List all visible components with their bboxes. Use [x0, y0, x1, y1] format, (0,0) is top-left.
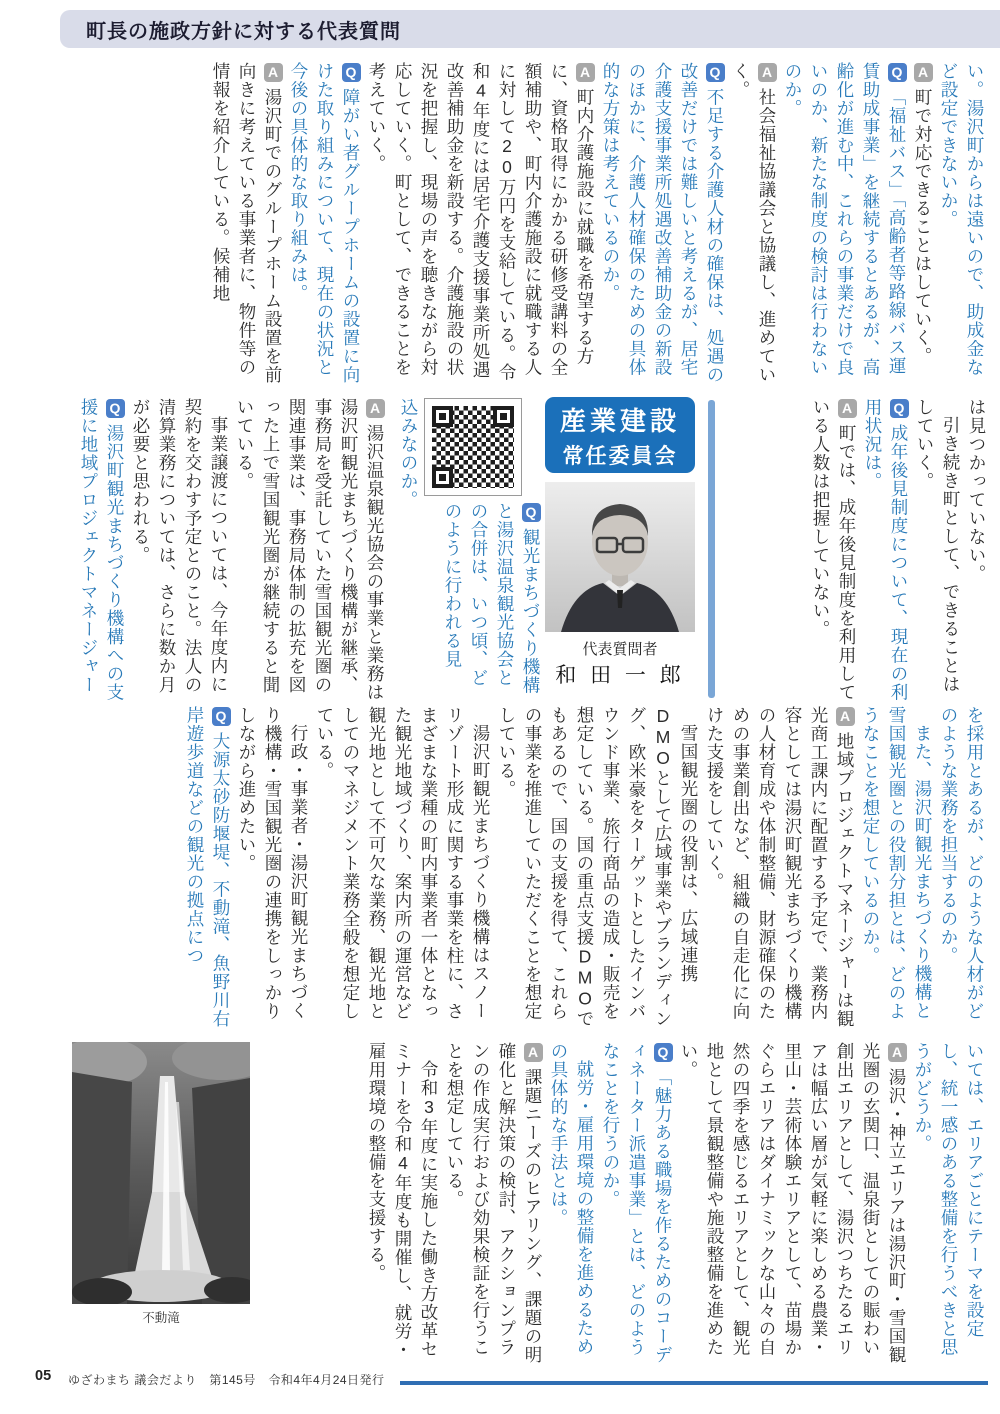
question-badge: Q — [342, 63, 361, 82]
answer-text: A町で対応できることはしていく。 — [913, 64, 933, 366]
article-band-2-question — [426, 502, 544, 705]
question-badge: Q — [106, 399, 125, 418]
answer-badge: A — [838, 399, 857, 418]
article-band-2-left — [62, 398, 388, 706]
answer-badge: A — [576, 63, 595, 82]
questioner-name: 和 田 一 郎 — [555, 664, 685, 687]
question-text: を採用とあるが、どのような人材がどのような業務を担当するのか。 — [939, 706, 985, 1021]
qr-pattern — [432, 406, 514, 488]
answer-text: A課題ニーズのヒアリング、課題の明確化と解決策の検討、アクションプランの作成実行および効果検証を行うことを想定している。 — [445, 1042, 543, 1364]
question-text: い。湯沢町からは遠いので、助成金など設定できないか。 — [939, 62, 985, 377]
answer-badge: A — [524, 1043, 543, 1062]
answer-text: 引き続き町として、できることはしていく。 — [915, 398, 961, 693]
question-text: また、湯沢町観光まちづくり機構と雪国観光圏との役割分担とは、どのようなことを想定しているのか。 — [861, 706, 933, 1021]
answer-text: A湯沢温泉観光協会の事業と業務は湯沢町観光まちづくり機構が継承、事務局を受託していた雪国観光圏の関連事業は、事務局体制の拡充を図った上で雪国観光圏が継続すると聞いている。 — [235, 398, 385, 702]
answer-badge: A — [366, 399, 385, 418]
footer-rule — [400, 1381, 988, 1385]
question-badge: Q — [706, 63, 725, 82]
article-band-1 — [62, 62, 988, 392]
answer-badge: A — [888, 1043, 907, 1062]
question-text: Q成年後見制度について、現在の利用状況は。 — [863, 398, 909, 702]
page-title: 町長の施政方針に対する代表質問 — [60, 10, 1000, 48]
answer-badge: A — [264, 63, 283, 82]
article-band-3 — [62, 706, 988, 1034]
answer-text: は見つかっていない。 — [967, 398, 987, 583]
question-text: 込みなのか。 — [399, 398, 419, 509]
answer-text: A社会福祉協議会と協議し、進めていく。 — [731, 62, 777, 384]
question-text: いては、エリアごとにテーマを設定し、統一感のある整備を行うべきと思うがどうか。 — [913, 1042, 985, 1357]
question-badge: Q — [890, 399, 909, 418]
footer-issue-info: ゆざわまち 議会だより 第145号 令和4年4月24日発行 — [68, 1373, 385, 1387]
question-text: Q大源太砂防堰堤、不動滝、魚野川右岸遊歩道などの観光の拠点につ — [185, 706, 231, 1028]
question-badge: Q — [212, 707, 231, 726]
question-text: Q湯沢町観光まちづくり機構への支援に地域プロジェクトマネージャー — [79, 398, 125, 702]
committee-title-box — [545, 397, 695, 473]
waterfall-illustration — [72, 1042, 250, 1304]
question-text: 就労・雇用環境の整備を進めるための具体的な手法とは。 — [549, 1042, 595, 1356]
answer-text: A町では、成年後見制度を利用している人数は把握していない。 — [811, 398, 857, 702]
answer-text: 行政・事業者・湯沢町観光まちづくり機構・雪国観光圏の連携をしっかりしながら進めたい。 — [237, 706, 309, 1021]
answer-badge: A — [836, 707, 855, 726]
answer-text: 事業譲渡については、今年度内に契約を交わす予定とのこと。法人の清算業務については、さらに数か月が必要と思われる。 — [131, 398, 229, 694]
answer-text: 令和3年度に実施した働き方改革セミナーを令和4年度も開催し、就労・雇用環境の整備を支援する。 — [367, 1042, 439, 1359]
article-band-4 — [278, 1042, 988, 1367]
answer-text: A湯沢・神立エリアは湯沢町・雪国観光圏の玄関口、温泉街としての賑わい創出エリアとして、湯沢つちたるエリアは幅広い層が気軽に楽しめる農業・里山・芸術体験エリアとして、苗場かぐらエリアはダイナミックな山々の自然の四季を感じるエリアとして、観光地として景観整備や施設整備を進めたい。 — [679, 1042, 907, 1364]
question-text: Q障がい者グループホームの設置に向けた取り組みについて、現在の状況と今後の具体的な取り組みは。 — [289, 62, 361, 384]
answer-badge: A — [758, 63, 777, 82]
waterfall-photo — [72, 1042, 250, 1304]
question-badge: Q — [522, 503, 541, 522]
article-band-2-right — [728, 398, 990, 706]
section-divider — [708, 400, 715, 698]
question-badge: Q — [888, 63, 907, 82]
answer-text: A湯沢町でのグループホーム設置を前向きに考えている事業者に、物件等の情報を紹介している。候補地 — [211, 62, 283, 384]
questioner-photo — [545, 482, 695, 632]
waterfall-caption: 不動滝 — [142, 1311, 180, 1325]
question-text: Q「福祉バス」「高齢者等路線バス運賃助成事業」を継続するとあるが、高齢化が進む中、これらの事業だけで良いのか、新たな制度の検討は行わないのか。 — [783, 62, 907, 377]
portrait-illustration — [545, 482, 695, 632]
questioner-title: 代表質問者 — [582, 641, 658, 658]
answer-text: 雪国観光圏の役割は、広域連携DMOとして広域事業やブランディング、欧米豪をターゲットとしたインバウンド事業、旅行商品の造成・販売を想定している。国の重点支援DMOでもあるので、国の支援を得て、これらの事業を推進していただくことを想定している。 — [497, 706, 699, 1028]
question-text: Q観光まちづくり機構と湯沢温泉観光協会との合併は、いつ頃、どのように行われる見 — [443, 502, 541, 695]
answer-text: A町内介護施設に就職を希望する方に、資格取得にかかる研修受講料の全額補助や、町内介護施設に就職する人に対して20万円を支給している。令和4年度には居宅介護支援事業所処遇改善補助金を新設する。介護施設の状況を把握し、現場の声を聴きながら対応していく。町として、できることを考えていく。 — [367, 62, 595, 382]
answer-badge: A — [914, 63, 933, 82]
answer-text: A地域プロジェクトマネージャーは観光商工課内に配置する予定で、業務内容としては湯沢町観光まちづくり機構の人材育成や体制整備、財源確保のための事業創出など、組織の自走化に向けた支援をしていく。 — [705, 706, 855, 1028]
committee-name-line2: 常任委員会 — [562, 444, 678, 468]
question-text: Q不足する介護人材の確保は、処遇の改善だけでは難しいと考えるが、居宅介護支援事業所処遇改善補助金の新設のほかに、介護人材確保のための具体的な方策は考えているのか。 — [601, 62, 725, 384]
page-number: 05 — [35, 1368, 52, 1384]
answer-text: 湯沢町観光まちづくり機構はスノーリゾート形成に関する事業を柱に、さまざまな業種の町内事業者一体となった観光地域づくり、案内所の運営など観光地として不可欠な業務、観光地としてのマネジメント業務全般を想定している。 — [315, 706, 491, 1021]
qr-code — [424, 398, 522, 496]
article-band-2-question-cont — [392, 398, 422, 705]
question-badge: Q — [654, 1043, 673, 1062]
question-text: Q「魅力ある職場を作るためのコーディネーター派遣事業」とは、どのようなことを行うのか。 — [601, 1042, 673, 1364]
committee-name-line1: 産業建設 — [559, 405, 680, 436]
